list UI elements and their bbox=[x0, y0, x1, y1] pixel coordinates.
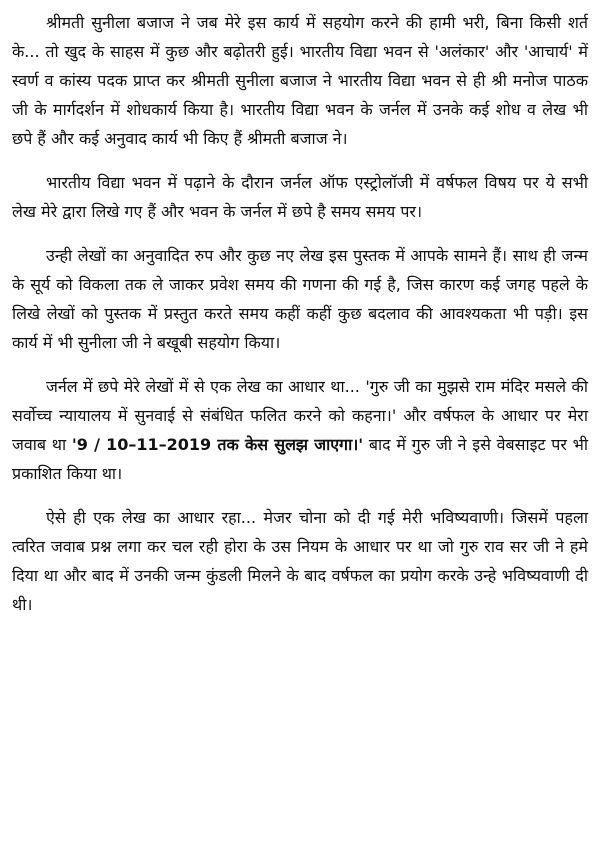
paragraph-ram-mandir-prediction bbox=[12, 372, 588, 488]
paragraph-text: उन्ही लेखों का अनुवादित रुप और कुछ नए लेख इस पुस्तक में आपके सामने हैं। साथ ही जन्म के सूर्य को विकला तक ले जाकर प्रवेश समय की गणना की गई है, जिस कारण कई जगह पहले के लिखे लेखों को पुस्तक में प्रस्तुत करते समय कहीं कहीं कुछ बदलाव की आवश्यकता भी पड़ी। इस कार्य में भी सुनीला जी ने बखूबी सहयोग किया। bbox=[12, 246, 588, 352]
paragraph-sunila-bajaj bbox=[12, 8, 588, 153]
prediction-date-highlight: '9 / 10–11–2019 तक केस सुलझ जाएगा।' bbox=[71, 435, 364, 454]
paragraph-text: भारतीय विद्या भवन में पढ़ाने के दौरान जर्नल ऑफ एस्ट्रोलॉजी में वर्षफल विषय पर ये सभी लेख मेरे द्वारा लिखे गए हैं और भवन के जर्नल में छपे है समय समय पर। bbox=[12, 173, 588, 221]
paragraph-text-before: जर्नल में छपे मेरे लेखों में से एक लेख का आधार था... 'गुरु जी का मुझसे राम मंदिर मसले की सर्वोच्च न्यायालय में सुनवाई से संबंधित फलित करने को कहना।' और वर्षफल के आधार पर मेरा जवाब था bbox=[12, 377, 588, 454]
paragraph-major-chona-prediction bbox=[12, 503, 588, 619]
paragraph-text-after: बाद में गुरु जी ने इसे वेबसाइट पर भी प्रकाशित किया था। bbox=[12, 435, 588, 483]
paragraph-journal-articles bbox=[12, 168, 588, 226]
paragraph-translated-articles bbox=[12, 241, 588, 357]
paragraph-text: श्रीमती सुनीला बजाज ने जब मेरे इस कार्य में सहयोग करने की हामी भरी, बिना किसी शर्त के... तो खुद के साहस में कुछ और बढ़ोतरी हुई। भारतीय विद्या भवन से 'अलंकार' और 'आचार्य' में स्वर्ण व कांस्य पदक प्राप्त कर श्रीमती सुनीला बजाज ने भारतीय विद्या भवन से ही श्री मनोज पाठक जी के मार्गदर्शन में शोधकार्य किया है। भारतीय विद्या भवन के जर्नल में उनके कई शोध व लेख भी छपे हैं और कई अनुवाद कार्य भी किए हैं श्रीमती बजाज ने। bbox=[12, 13, 588, 148]
paragraph-text: ऐसे ही एक लेख का आधार रहा... मेजर चोना को दी गई मेरी भविष्यवाणी। जिसमें पहला त्वरित जवाब प्रश्न लगा कर चल रही होरा के उस नियम के आधार पर था जो गुरु राव सर जी ने हमे दिया था और बाद में उनकी जन्म कुंडली मिलने के बाद वर्षफल का प्रयोग करके उन्हे भविष्यवाणी दी थी। bbox=[12, 508, 588, 614]
